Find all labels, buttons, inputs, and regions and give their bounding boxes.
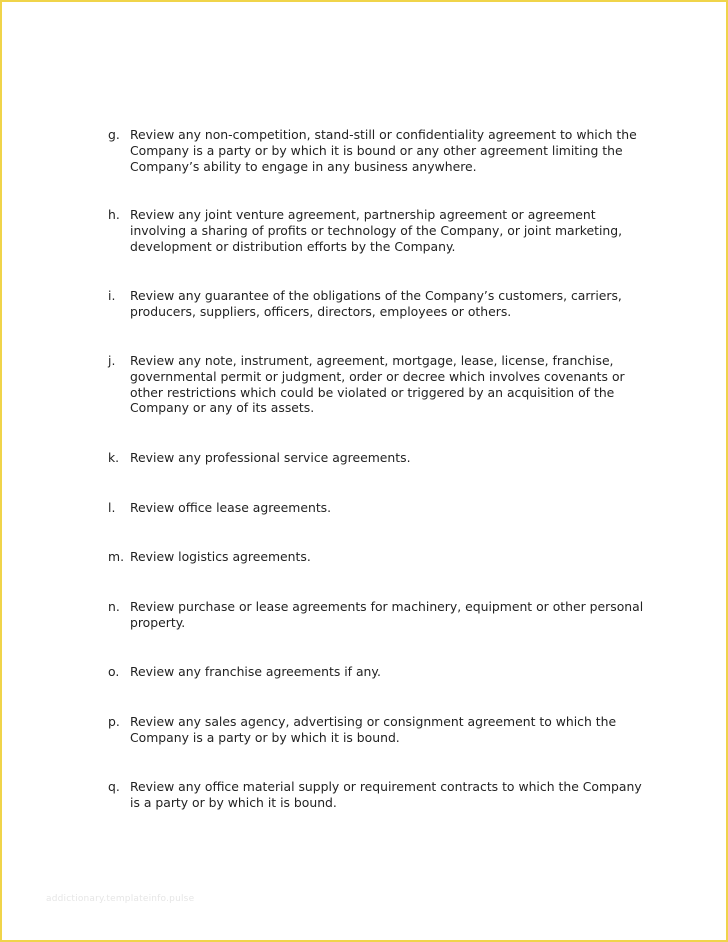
list-item-text: Review any franchise agreements if any. xyxy=(130,664,381,679)
list-item-letter: p. xyxy=(108,714,120,729)
list-item-letter: n. xyxy=(108,599,120,614)
list-item-g xyxy=(108,127,648,174)
review-list xyxy=(2,2,726,940)
list-item-text: Review any office material supply or requirement contracts to which the Company is a party or by which it is bound. xyxy=(130,779,642,810)
list-item-j xyxy=(108,353,648,416)
list-item-m xyxy=(108,549,648,565)
list-item-n xyxy=(108,599,648,631)
list-item-letter: q. xyxy=(108,779,120,794)
list-item-letter: h. xyxy=(108,207,120,222)
list-item-h xyxy=(108,207,648,254)
list-item-text: Review any professional service agreements. xyxy=(130,450,411,465)
list-item-p xyxy=(108,714,648,746)
list-item-letter: o. xyxy=(108,664,120,679)
list-item-text: Review any non-competition, stand-still or confidentiality agreement to which the Company is a party or by which it is bound or any other agreement limiting the Company’s ability to engage in any business anywhere. xyxy=(130,127,637,174)
list-item-i xyxy=(108,288,648,320)
list-item-letter: l. xyxy=(108,500,116,515)
list-item-text: Review office lease agreements. xyxy=(130,500,332,515)
list-item-q xyxy=(108,779,648,811)
list-item-l xyxy=(108,500,648,516)
list-item-text: Review logistics agreements. xyxy=(130,549,311,564)
list-item-letter: j. xyxy=(108,353,116,368)
watermark: addictionary.templateinfo.pulse xyxy=(46,894,195,904)
list-item-k xyxy=(108,450,648,466)
list-item-letter: k. xyxy=(108,450,120,465)
list-item-o xyxy=(108,664,648,680)
list-item-text: Review purchase or lease agreements for machinery, equipment or other personal property. xyxy=(130,599,644,630)
list-item-letter: i. xyxy=(108,288,116,303)
list-item-text: Review any note, instrument, agreement, mortgage, lease, license, franchise, governmental permit or judgment, order or decree which involves covenants or other restrictions which could be violated or triggered by an acquisition of the Company or any of its assets. xyxy=(130,353,625,416)
list-item-text: Review any guarantee of the obligations of the Company’s customers, carriers, producers, suppliers, officers, directors, employees or others. xyxy=(130,288,622,319)
list-item-letter: g. xyxy=(108,127,120,142)
list-item-text: Review any joint venture agreement, partnership agreement or agreement involving a sharing of profits or technology of the Company, or joint marketing, development or distribution efforts by the Company. xyxy=(130,207,623,254)
list-item-text: Review any sales agency, advertising or consignment agreement to which the Company is a party or by which it is bound. xyxy=(130,714,617,745)
list-item-letter: m. xyxy=(108,549,125,564)
